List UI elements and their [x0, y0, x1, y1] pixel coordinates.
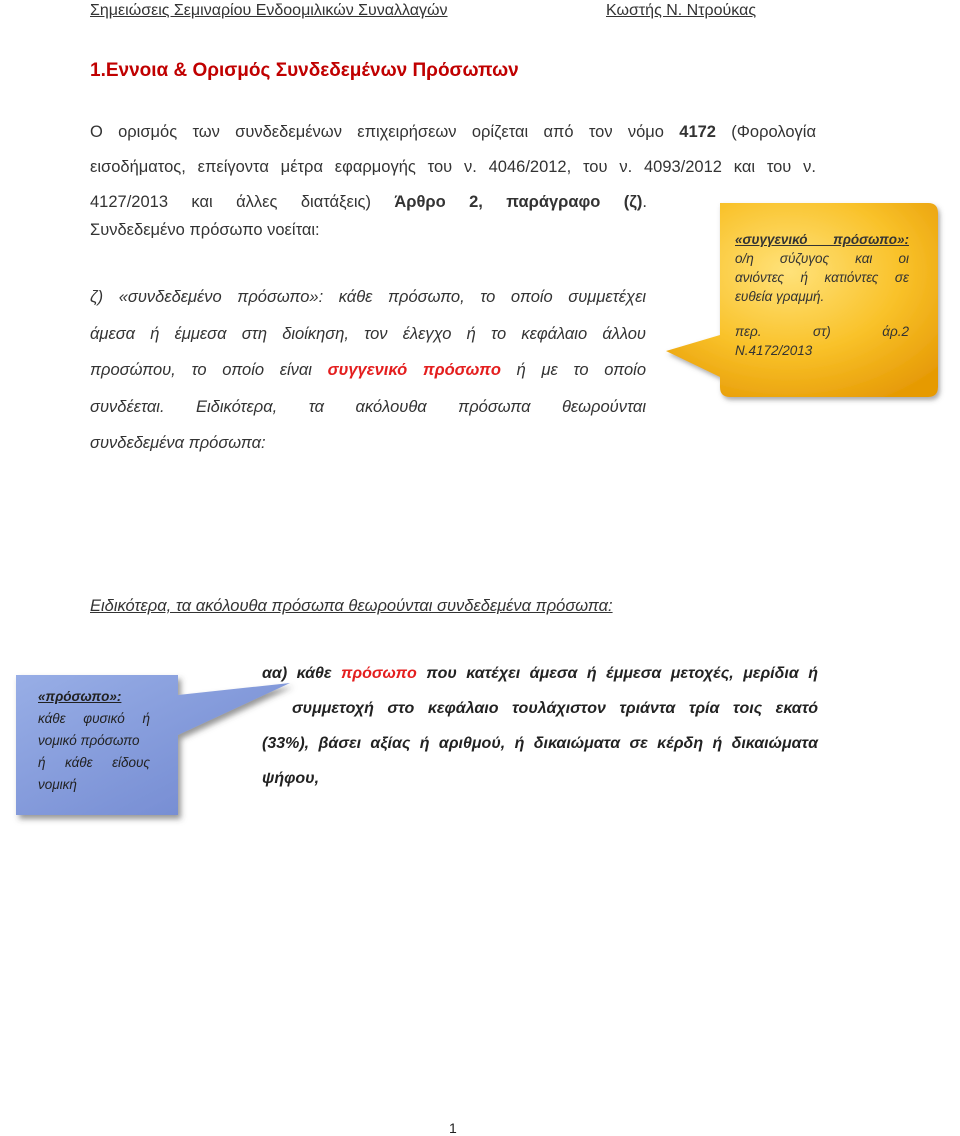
callout-yellow-title: «συγγενικό πρόσωπο»:	[735, 232, 909, 247]
callout-yellow-reference: περ. στ) άρ.2	[735, 324, 909, 339]
callout-yellow-line: ευθεία γραμμή.	[735, 289, 825, 304]
callout-blue-line: κάθε φυσικό ή	[38, 711, 150, 726]
page-number: 1	[449, 1120, 457, 1136]
callout-yellow-line: ανιόντες ή κατιόντες σε	[735, 270, 909, 285]
definition-line-3: προσώπου, το οποίο είναι συγγενικό πρόσωπο ή με το οποίο	[90, 361, 647, 379]
related-person-highlight: συγγενικό πρόσωπο	[327, 361, 501, 379]
section-heading: 1.Εννοια & Ορισμός Συνδεδεμένων Πρόσωπων	[90, 60, 519, 81]
related-person-callout-text	[735, 230, 909, 360]
intro-line-3: 4127/2013 και άλλες διατάξεις) Άρθρο 2, παράγραφο (ζ).	[90, 193, 647, 211]
callout-blue-title: «πρόσωπο»:	[38, 689, 122, 704]
person-callout-text	[38, 686, 150, 796]
callout-blue-line: νομικό πρόσωπο	[38, 733, 140, 748]
running-header-author: Κωστής Ν. Ντρούκας	[606, 2, 757, 19]
definition-line-1: ζ) «συνδεδεμένο πρόσωπο»: κάθε πρόσωπο, το οποίο συμμετέχει	[90, 288, 646, 306]
subsection-title: Ειδικότερα, τα ακόλουθα πρόσωπα θεωρούνται συνδεδεμένα πρόσωπα:	[90, 597, 613, 615]
definition-line-5: συνδεδεμένα πρόσωπα:	[90, 434, 266, 452]
callout-yellow-line: ο/η σύζυγος και οι	[735, 251, 909, 266]
intro-line-2: εισοδήματος, επείγοντα μέτρα εφαρμογής του ν. 4046/2012, του ν. 4093/2012 και του ν.	[90, 158, 816, 176]
person-highlight: πρόσωπο	[341, 665, 417, 682]
intro-line-1: Ο ορισμός των συνδεδεμένων επιχειρήσεων ορίζεται από τον νόμο 4172 (Φορολογία	[90, 123, 816, 141]
callout-blue-line: νομική	[38, 777, 77, 792]
item-aa-line-2: συμμετοχή στο κεφάλαιο τουλάχιστον τριάντα τρία τοις εκατό	[292, 700, 818, 717]
definition-line-2: άμεσα ή έμμεσα στη διοίκηση, τον έλεγχο ή το κεφάλαιο άλλου	[90, 324, 646, 343]
definition-line-4: συνδέεται. Ειδικότερα, τα ακόλουθα πρόσωπα θεωρούνται	[90, 397, 646, 416]
intro-line-4: Συνδεδεμένο πρόσωπο νοείται:	[90, 221, 320, 239]
callout-blue-line: ή κάθε είδους	[38, 755, 150, 770]
running-header-title: Σημειώσεις Σεμιναρίου Ενδοομιλικών Συναλλαγών	[90, 2, 448, 19]
callout-yellow-law: Ν.4172/2013	[735, 343, 813, 358]
item-aa-line-1: αα) κάθε πρόσωπο που κατέχει άμεσα ή έμμεσα μετοχές, μερίδια ή	[262, 665, 818, 682]
definition-paragraph	[90, 279, 646, 462]
item-aa-line-3: (33%), βάσει αξίας ή αριθμού, ή δικαιώματα σε κέρδη ή δικαιώματα	[262, 735, 818, 752]
item-aa-paragraph	[262, 656, 818, 796]
item-aa-line-4: ψήφου,	[262, 770, 320, 787]
